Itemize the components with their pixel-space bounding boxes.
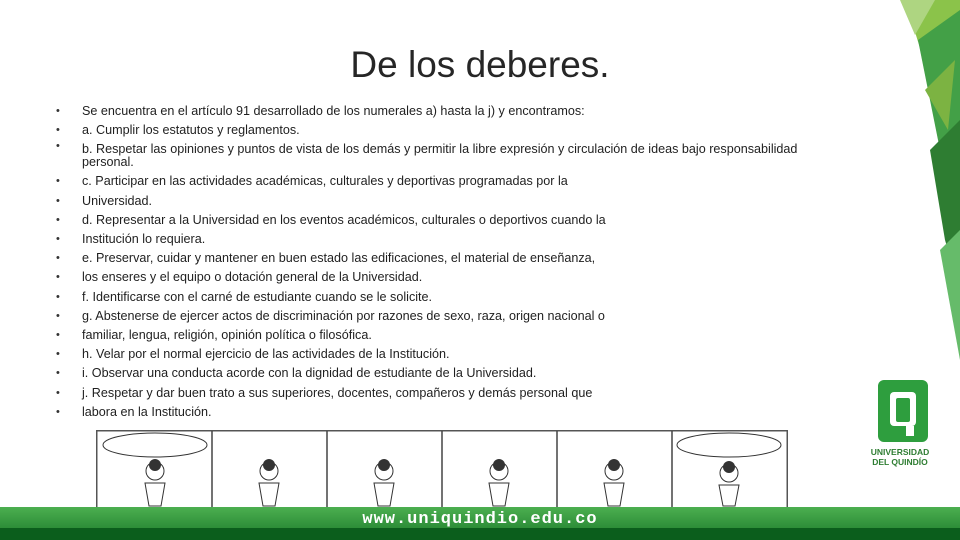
list-item: • Se encuentra en el artículo 91 desarrollado de los numerales a) hasta la j) y encontramos:	[52, 102, 822, 121]
list-item: • e. Preservar, cuidar y mantener en buen estado las edificaciones, el material de enseñanza,	[52, 249, 822, 268]
footer-stripe	[0, 528, 960, 540]
list-item: • d. Representar a la Universidad en los eventos académicos, culturales o deportivos cuando la	[52, 211, 822, 230]
list-item: • labora en la Institución.	[52, 403, 822, 422]
comic-strip	[96, 430, 788, 518]
list-item: • Universidad.	[52, 192, 822, 211]
footer-url: www.uniquindio.edu.co	[362, 510, 598, 529]
slide-title: De los deberes.	[350, 44, 610, 85]
list-item: • h. Velar por el normal ejercicio de las actividades de la Institución.	[52, 345, 822, 364]
list-item: • g. Abstenerse de ejercer actos de discriminación por razones de sexo, raza, origen nacional o	[52, 307, 822, 326]
university-name-line2: DEL QUINDÍO	[872, 457, 928, 467]
list-item: • familiar, lengua, religión, opinión política o filosófica.	[52, 326, 822, 345]
list-item: • Institución lo requiera.	[52, 230, 822, 249]
list-item: • b. Respetar las opiniones y puntos de vista de los demás y permitir la libre expresión y circulación de ideas bajo responsabilidad personal.	[52, 140, 822, 172]
list-item: • i. Observar una conducta acorde con la dignidad de estudiante de la Universidad.	[52, 364, 822, 383]
list-item: • los enseres y el equipo o dotación general de la Universidad.	[52, 268, 822, 287]
list-item: • f. Identificarse con el carné de estudiante cuando se le solicite.	[52, 288, 822, 307]
list-item: • j. Respetar y dar buen trato a sus superiores, docentes, compañeros y demás personal que	[52, 384, 822, 403]
list-item: • a. Cumplir los estatutos y reglamentos.	[52, 121, 822, 140]
list-item: • c. Participar en las actividades académicas, culturales y deportivas programadas por la	[52, 172, 822, 191]
duties-list	[52, 102, 822, 422]
university-name-line1: UNIVERSIDAD	[870, 447, 930, 457]
university-name	[860, 447, 940, 467]
